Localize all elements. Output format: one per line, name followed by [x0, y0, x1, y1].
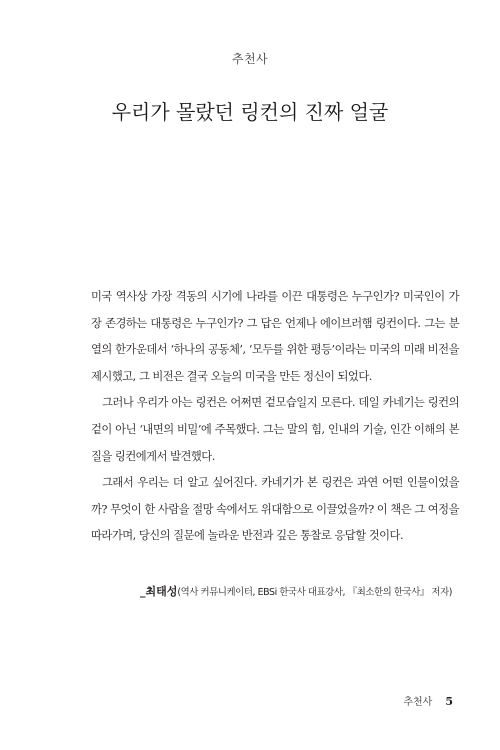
signature-author: _최태성 [140, 585, 178, 598]
paragraph-2: 그러나 우리가 아는 링컨은 어쩌면 겉모습일지 모른다. 데일 카네기는 링컨의 겉이 아닌 ‘내면의 비밀’에 주목했다. 그는 말의 힘, 인내의 기술, 인간 이해의 본질을 링컨에게서 발견했다. [91, 396, 459, 463]
page-title: 우리가 몰랐던 링컨의 진짜 얼굴 [111, 100, 389, 124]
paragraph-3: 그래서 우리는 더 알고 싶어진다. 카네기가 본 링컨은 과연 어떤 인물이었을까? 무엇이 한 사람을 절망 속에서도 위대함으로 이끌었을까? 이 책은 그 여정을 따라가며, 당신의 질문에 놀라운 반전과 깊은 통찰로 응답할 것이다. [91, 476, 459, 543]
signature-credentials: (역사 커뮤니케이터, EBSi 한국사 대표강사, 『최소한의 한국사』 저자) [177, 587, 452, 598]
body-text [91, 284, 459, 550]
paragraph-1: 미국 역사상 가장 격동의 시기에 나라를 이끈 대통령은 누구인가? 미국인이 가장 존경하는 대통령은 누구인가? 그 답은 언제나 에이브러햄 링컨이다. 그는 분열의 한가운데서 ‘하나의 공동체’, ‘모두를 위한 평등’이라는 미국의 미래 비전을 제시했고, 그 비전은 결국 오늘의 미국을 만든 정신이 되었다. [91, 290, 459, 383]
page-footer [403, 693, 453, 708]
page-number: 5 [445, 695, 453, 708]
signature [140, 583, 452, 599]
section-label: 추천사 [231, 52, 269, 66]
running-head: 추천사 [403, 697, 433, 708]
